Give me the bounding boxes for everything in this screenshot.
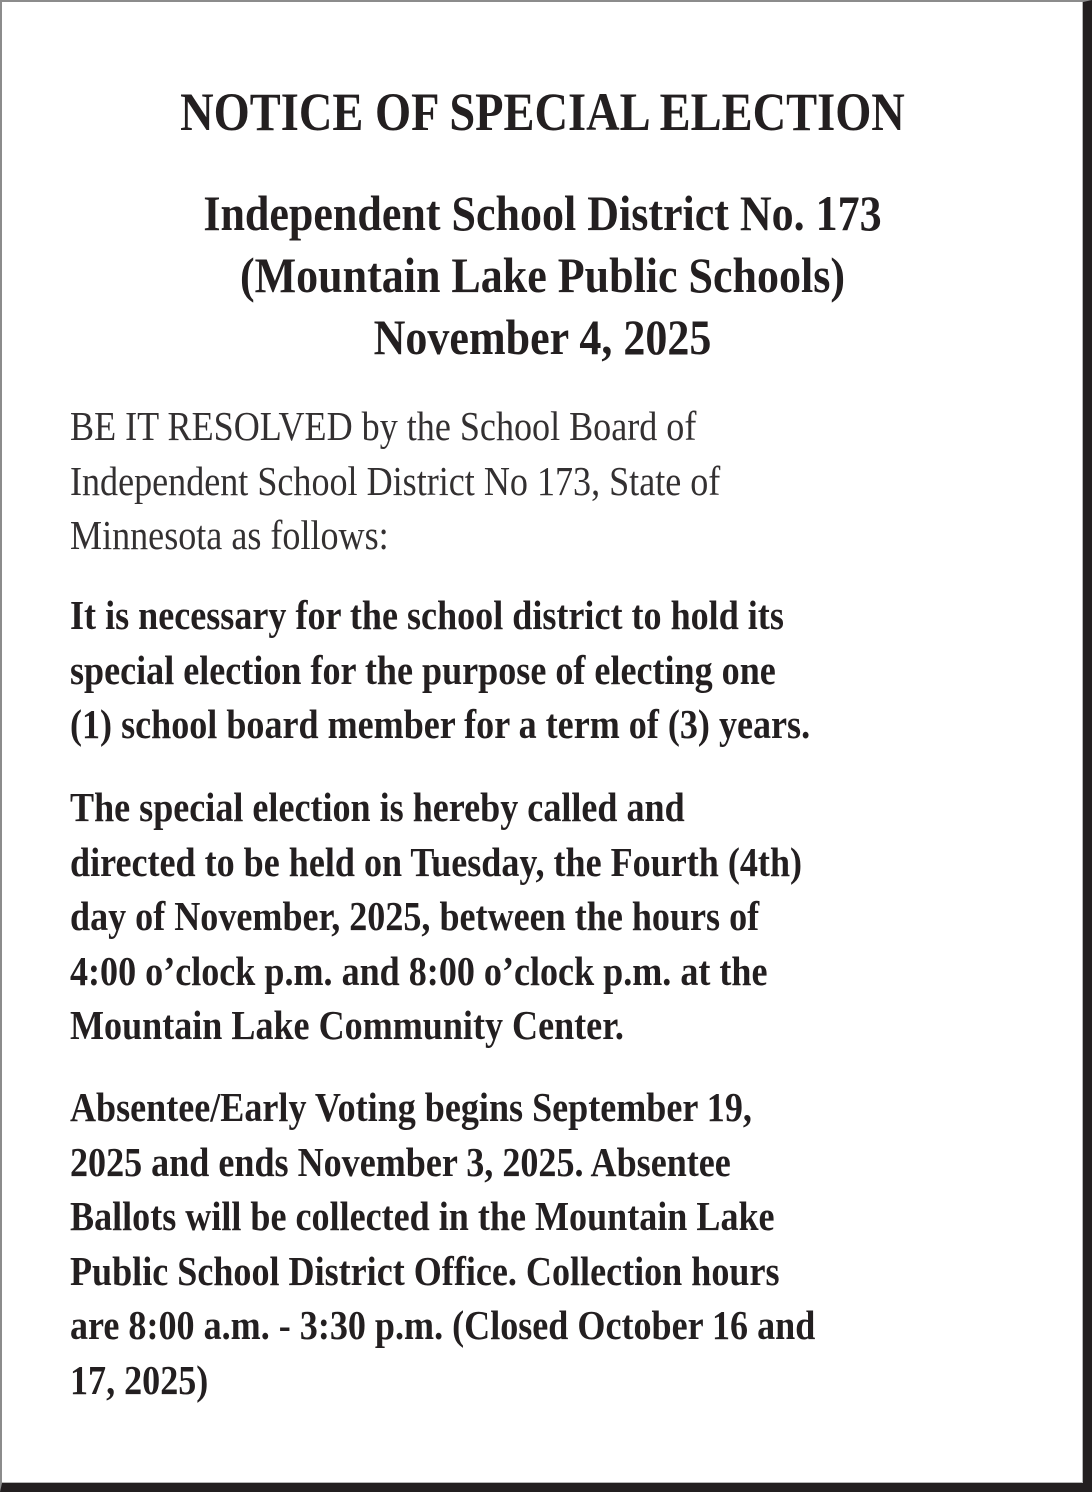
notice-subtitle — [67, 182, 1018, 368]
text-line: BE IT RESOLVED by the School Board of — [70, 403, 697, 449]
election-purpose-paragraph — [70, 588, 985, 752]
text-line: It is necessary for the school district to hold its — [70, 592, 784, 638]
text-line: Minnesota as follows: — [70, 512, 389, 558]
text-line: 2025 and ends November 3, 2025. Absentee — [70, 1138, 731, 1185]
election-date: November 4, 2025 — [373, 309, 712, 365]
election-schedule-paragraph — [70, 780, 985, 1053]
resolution-preamble — [70, 399, 985, 563]
text-line: Independent School District No 173, State of — [70, 457, 721, 504]
notice-title: NOTICE OF SPECIAL ELECTION — [180, 82, 905, 142]
text-line: Ballots will be collected in the Mountain Lake — [70, 1193, 775, 1239]
absentee-voting-paragraph — [70, 1080, 985, 1407]
text-line: directed to be held on Tuesday, the Fourth (4th) — [70, 838, 803, 885]
text-line: special election for the purpose of electing one — [70, 646, 776, 693]
text-line: 4:00 o’clock p.m. and 8:00 o’clock p.m. at the — [70, 947, 768, 994]
text-line: Mountain Lake Community Center. — [70, 1002, 624, 1048]
text-line: (1) school board member for a term of (3) years. — [70, 701, 811, 747]
district-name: Independent School District No. 173 — [203, 185, 882, 241]
text-line: day of November, 2025, between the hours of — [70, 893, 760, 939]
text-line: are 8:00 a.m. - 3:30 p.m. (Closed October 16 and — [70, 1302, 816, 1348]
text-line: Public School District Office. Collection hours — [70, 1247, 780, 1294]
district-alias: (Mountain Lake Public Schools) — [239, 247, 846, 303]
text-line: The special election is hereby called and — [70, 784, 685, 830]
text-line: Absentee/Early Voting begins September 19, — [70, 1084, 752, 1130]
text-line: 17, 2025) — [70, 1356, 209, 1403]
